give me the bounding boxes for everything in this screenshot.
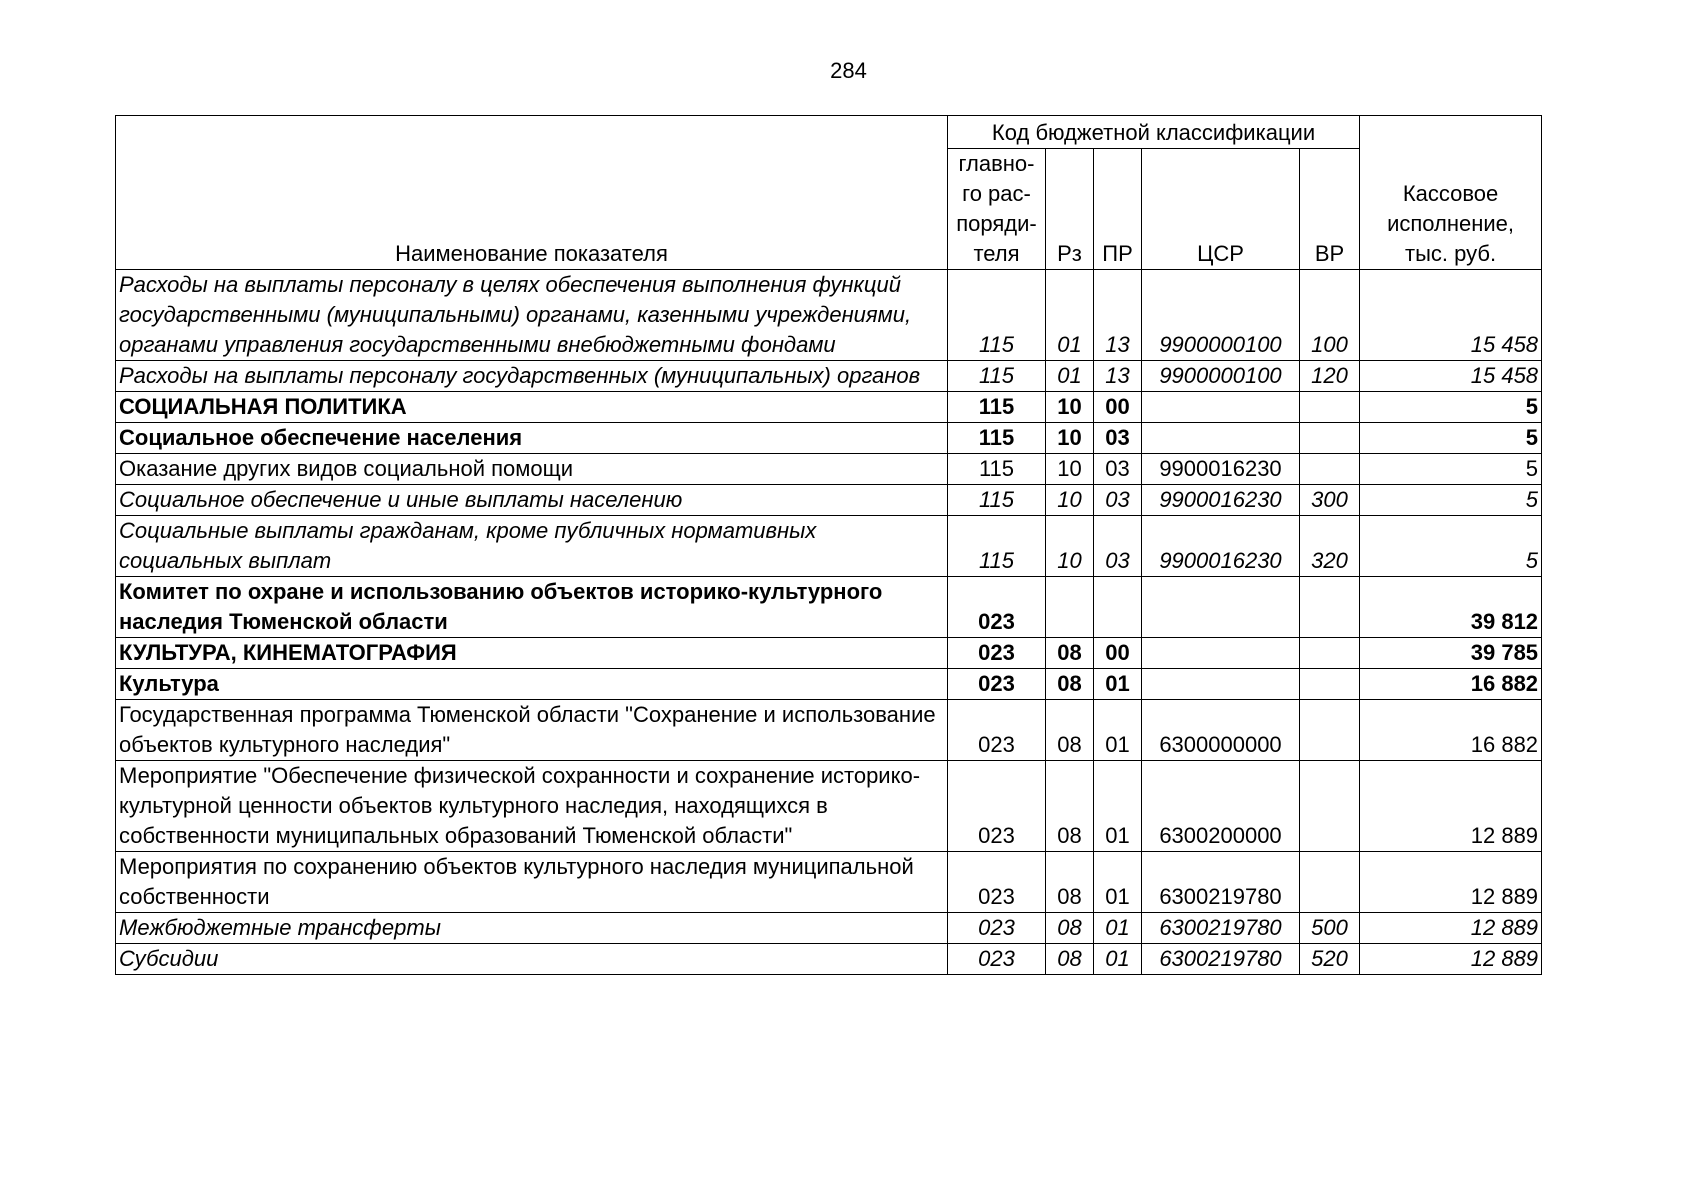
cell-amount: 5 (1360, 516, 1542, 577)
cell-amount: 12 889 (1360, 852, 1542, 913)
cell-name: Мероприятия по сохранению объектов культурного наследия муниципальной собственности (116, 852, 948, 913)
cell-pr: 03 (1094, 485, 1142, 516)
cell-pr: 01 (1094, 669, 1142, 700)
cell-csr: 6300219780 (1142, 944, 1300, 975)
cell-vr: 320 (1300, 516, 1360, 577)
cell-csr (1142, 423, 1300, 454)
cell-pr: 13 (1094, 361, 1142, 392)
cell-glavny: 023 (948, 761, 1046, 852)
header-glavny: главно-го рас-поряди-теля (948, 149, 1046, 270)
cell-glavny: 115 (948, 454, 1046, 485)
cell-pr: 01 (1094, 852, 1142, 913)
header-csr: ЦСР (1142, 149, 1300, 270)
cell-amount: 5 (1360, 392, 1542, 423)
header-rz: Рз (1046, 149, 1094, 270)
cell-name: Комитет по охране и использованию объектов историко-культурного наследия Тюменской области (116, 577, 948, 638)
cell-amount: 39 812 (1360, 577, 1542, 638)
cell-name: Межбюджетные трансферты (116, 913, 948, 944)
cell-name: Расходы на выплаты персоналу государственных (муниципальных) органов (116, 361, 948, 392)
cell-amount: 15 458 (1360, 270, 1542, 361)
cell-pr: 01 (1094, 700, 1142, 761)
cell-rz: 08 (1046, 852, 1094, 913)
table-row (116, 700, 1542, 761)
cell-rz: 01 (1046, 270, 1094, 361)
cell-csr (1142, 669, 1300, 700)
cell-vr (1300, 392, 1360, 423)
table-row (116, 913, 1542, 944)
cell-pr: 03 (1094, 516, 1142, 577)
cell-rz: 08 (1046, 944, 1094, 975)
cell-amount: 15 458 (1360, 361, 1542, 392)
cell-vr (1300, 761, 1360, 852)
cell-pr: 00 (1094, 392, 1142, 423)
cell-glavny: 115 (948, 485, 1046, 516)
cell-amount: 16 882 (1360, 700, 1542, 761)
cell-pr: 13 (1094, 270, 1142, 361)
cell-name: Расходы на выплаты персоналу в целях обеспечения выполнения функций государственными (муниципальными) органами, казенными учреждениями, органами управления государственными внебюджетными фондами (116, 270, 948, 361)
cell-csr (1142, 638, 1300, 669)
cell-name: Оказание других видов социальной помощи (116, 454, 948, 485)
table-body (116, 270, 1542, 975)
header-name: Наименование показателя (116, 116, 948, 270)
cell-csr: 6300000000 (1142, 700, 1300, 761)
cell-glavny: 023 (948, 944, 1046, 975)
cell-amount: 5 (1360, 485, 1542, 516)
cell-name: Социальное обеспечение и иные выплаты населению (116, 485, 948, 516)
cell-rz: 08 (1046, 913, 1094, 944)
cell-rz: 01 (1046, 361, 1094, 392)
cell-amount: 16 882 (1360, 669, 1542, 700)
cell-pr: 01 (1094, 913, 1142, 944)
cell-name: Социальное обеспечение населения (116, 423, 948, 454)
cell-name: СОЦИАЛЬНАЯ ПОЛИТИКА (116, 392, 948, 423)
cell-pr: 01 (1094, 944, 1142, 975)
cell-glavny: 023 (948, 638, 1046, 669)
cell-glavny: 023 (948, 577, 1046, 638)
cell-vr: 520 (1300, 944, 1360, 975)
table-row (116, 944, 1542, 975)
cell-vr (1300, 423, 1360, 454)
cell-glavny: 023 (948, 669, 1046, 700)
cell-csr: 6300200000 (1142, 761, 1300, 852)
cell-pr: 03 (1094, 423, 1142, 454)
page-number: 284 (830, 58, 867, 83)
cell-vr: 300 (1300, 485, 1360, 516)
cell-rz: 08 (1046, 669, 1094, 700)
cell-glavny: 115 (948, 270, 1046, 361)
table-row (116, 577, 1542, 638)
table-row (116, 669, 1542, 700)
cell-rz: 10 (1046, 516, 1094, 577)
cell-csr: 9900000100 (1142, 361, 1300, 392)
cell-glavny: 115 (948, 361, 1046, 392)
cell-csr: 9900016230 (1142, 485, 1300, 516)
cell-rz: 10 (1046, 485, 1094, 516)
cell-amount: 5 (1360, 454, 1542, 485)
cell-name: Субсидии (116, 944, 948, 975)
cell-csr: 9900016230 (1142, 516, 1300, 577)
table-row (116, 761, 1542, 852)
cell-vr (1300, 700, 1360, 761)
cell-glavny: 023 (948, 700, 1046, 761)
cell-csr: 9900000100 (1142, 270, 1300, 361)
table-row (116, 270, 1542, 361)
budget-table (115, 115, 1542, 975)
cell-name: Мероприятие "Обеспечение физической сохранности и сохранение историко-культурной ценности объектов культурного наследия, находящихся в собственности муниципальных образований Тюменской области" (116, 761, 948, 852)
cell-glavny: 023 (948, 852, 1046, 913)
table-row (116, 516, 1542, 577)
table-row (116, 485, 1542, 516)
cell-rz: 08 (1046, 638, 1094, 669)
cell-amount: 39 785 (1360, 638, 1542, 669)
cell-glavny: 115 (948, 516, 1046, 577)
table-row (116, 423, 1542, 454)
cell-amount: 12 889 (1360, 913, 1542, 944)
cell-csr (1142, 392, 1300, 423)
cell-name: Государственная программа Тюменской области "Сохранение и использование объектов культурного наследия" (116, 700, 948, 761)
cell-csr: 6300219780 (1142, 913, 1300, 944)
cell-name: Культура (116, 669, 948, 700)
table-row (116, 392, 1542, 423)
cell-pr: 00 (1094, 638, 1142, 669)
table-row (116, 361, 1542, 392)
cell-vr (1300, 577, 1360, 638)
cell-rz: 10 (1046, 423, 1094, 454)
cell-pr: 03 (1094, 454, 1142, 485)
cell-amount: 12 889 (1360, 761, 1542, 852)
table-row (116, 638, 1542, 669)
cell-glavny: 115 (948, 423, 1046, 454)
header-code-group: Код бюджетной классификации (948, 116, 1360, 149)
cell-csr: 9900016230 (1142, 454, 1300, 485)
cell-rz: 10 (1046, 454, 1094, 485)
table-row (116, 852, 1542, 913)
cell-pr: 01 (1094, 761, 1142, 852)
cell-pr (1094, 577, 1142, 638)
cell-vr (1300, 454, 1360, 485)
cell-vr: 500 (1300, 913, 1360, 944)
cell-rz (1046, 577, 1094, 638)
cell-rz: 10 (1046, 392, 1094, 423)
cell-vr (1300, 638, 1360, 669)
header-amount: Кассовое исполнение, тыс. руб. (1360, 116, 1542, 270)
cell-rz: 08 (1046, 700, 1094, 761)
cell-csr: 6300219780 (1142, 852, 1300, 913)
cell-vr (1300, 852, 1360, 913)
cell-name: Социальные выплаты гражданам, кроме публичных нормативных социальных выплат (116, 516, 948, 577)
header-pr: ПР (1094, 149, 1142, 270)
cell-vr: 100 (1300, 270, 1360, 361)
cell-glavny: 115 (948, 392, 1046, 423)
cell-csr (1142, 577, 1300, 638)
cell-rz: 08 (1046, 761, 1094, 852)
cell-glavny: 023 (948, 913, 1046, 944)
cell-name: КУЛЬТУРА, КИНЕМАТОГРАФИЯ (116, 638, 948, 669)
cell-vr: 120 (1300, 361, 1360, 392)
header-vr: ВР (1300, 149, 1360, 270)
table-row (116, 454, 1542, 485)
cell-vr (1300, 669, 1360, 700)
cell-amount: 12 889 (1360, 944, 1542, 975)
table-header (116, 116, 1542, 270)
cell-amount: 5 (1360, 423, 1542, 454)
